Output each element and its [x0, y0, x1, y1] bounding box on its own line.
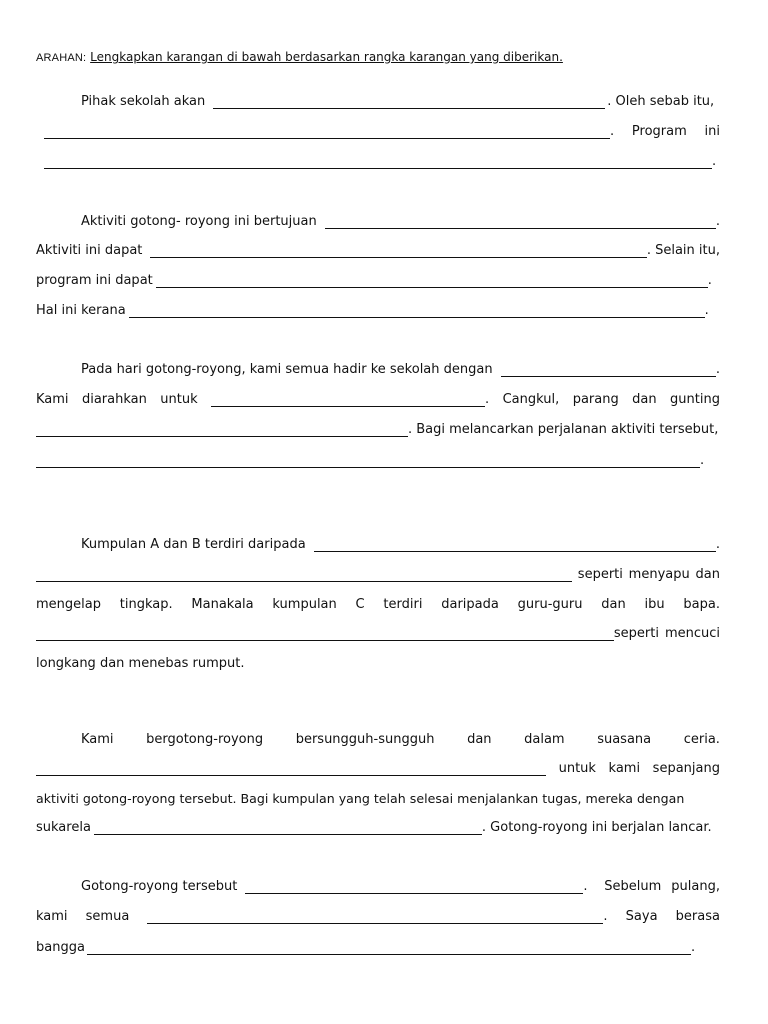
p2-line-3 — [36, 271, 720, 291]
fill-blank[interactable] — [150, 243, 646, 258]
text-segment: dan — [695, 567, 720, 582]
text-segment: . — [712, 154, 717, 169]
text-segment: Program — [631, 124, 687, 139]
instruction-header — [36, 50, 563, 64]
text-segment: semua — [85, 909, 130, 924]
fill-blank[interactable] — [314, 537, 716, 552]
text-segment: . — [690, 940, 696, 955]
fill-blank[interactable] — [36, 422, 408, 437]
text-segment: kami — [36, 909, 68, 924]
instruction-text: Lengkapkan karangan di bawah berdasarkan rangka karangan yang diberikan. — [90, 50, 563, 64]
fill-blank[interactable] — [36, 761, 546, 776]
text-segment: Aktiviti ini dapat — [36, 243, 143, 258]
text-segment: sukarela — [36, 820, 91, 835]
word: suasana — [597, 732, 652, 747]
text-segment: Kumpulan A dan B terdiri daripada — [81, 537, 306, 552]
text-segment: longkang dan menebas rumput. — [36, 656, 245, 671]
p3-line-2 — [36, 390, 720, 410]
text-segment: parang — [572, 392, 619, 407]
text-segment: dan — [632, 392, 657, 407]
word: bersungguh-sungguh — [295, 732, 435, 747]
text-segment: pulang, — [671, 879, 720, 894]
p3-line-1 — [81, 360, 720, 380]
text-segment: . — [715, 362, 720, 377]
text-segment: . — [704, 303, 709, 318]
fill-blank[interactable] — [94, 820, 482, 835]
text-segment: . Gotong-royong ini berjalan lancar. — [481, 820, 712, 835]
word: C — [355, 597, 365, 612]
word: terdiri — [383, 597, 423, 612]
p4-line-3 — [36, 595, 720, 615]
text-segment: aktiviti gotong-royong tersebut. Bagi kumpulan yang telah selesai menjalankan tugas, mereka dengan — [36, 791, 685, 806]
blank-group — [36, 122, 614, 142]
instruction-label: ARAHAN: — [36, 52, 87, 64]
p6-line-1 — [81, 877, 720, 897]
text-segment: . — [610, 124, 615, 139]
text-segment: kami — [608, 761, 641, 776]
word: Manakala — [191, 597, 254, 612]
fill-blank[interactable] — [213, 94, 605, 109]
text-segment: bangga — [36, 940, 85, 955]
fill-blank[interactable] — [156, 273, 708, 288]
fill-blank[interactable] — [129, 303, 705, 318]
word: mengelap — [36, 597, 101, 612]
text-segment: Sebelum — [604, 879, 662, 894]
fill-blank[interactable] — [44, 124, 610, 139]
p3-line-4 — [36, 451, 720, 471]
fill-blank[interactable] — [44, 154, 712, 169]
p4-line-2 — [36, 565, 720, 585]
fill-blank[interactable] — [147, 909, 603, 924]
p5-line-2 — [36, 759, 720, 779]
word: dan — [601, 597, 626, 612]
fill-blank[interactable] — [87, 940, 691, 955]
fill-blank[interactable] — [245, 879, 583, 894]
p2-line-4 — [36, 301, 720, 321]
text-segment: untuk — [160, 392, 198, 407]
p5-line-3 — [36, 789, 720, 809]
p5-line-1 — [81, 730, 720, 750]
text-segment: . — [715, 537, 720, 552]
text-segment: seperti — [577, 567, 623, 582]
text-segment: berasa — [675, 909, 720, 924]
word: guru-guru — [517, 597, 583, 612]
text-segment: . Selain itu, — [646, 243, 720, 258]
word: ceria. — [683, 732, 720, 747]
text-segment: Pihak sekolah akan — [81, 94, 206, 109]
text-segment: . Bagi melancarkan perjalanan aktiviti tersebut, — [408, 422, 719, 437]
p6-line-3 — [36, 938, 720, 958]
fill-blank[interactable] — [325, 214, 716, 229]
word: daripada — [441, 597, 499, 612]
p3-line-3 — [36, 420, 720, 440]
word: tingkap. — [119, 597, 173, 612]
text-segment: Gotong-royong tersebut — [81, 879, 238, 894]
blank-group — [147, 907, 607, 927]
text-segment: . — [715, 214, 720, 229]
p6-line-2 — [36, 907, 720, 927]
word: dan — [467, 732, 492, 747]
text-segment: menyapu — [628, 567, 690, 582]
text-segment: . — [485, 392, 490, 407]
text-segment: . — [700, 453, 705, 468]
p5-line-4 — [36, 818, 720, 838]
fill-blank[interactable] — [211, 392, 485, 407]
p1-line-1 — [81, 92, 720, 112]
word: bergotong-royong — [146, 732, 264, 747]
text-segment: untuk — [558, 761, 596, 776]
text-segment: seperti — [613, 626, 659, 641]
word: Kami — [81, 732, 114, 747]
text-segment: Aktiviti gotong- royong ini bertujuan — [81, 214, 317, 229]
text-segment: gunting — [670, 392, 720, 407]
word: dalam — [524, 732, 565, 747]
blank-group — [211, 390, 489, 410]
p1-line-3 — [36, 152, 720, 172]
p4-line-5 — [36, 654, 720, 674]
text-segment: . — [707, 273, 712, 288]
word: bapa. — [683, 597, 720, 612]
fill-blank[interactable] — [501, 362, 716, 377]
text-segment: Pada hari gotong-royong, kami semua hadir ke sekolah dengan — [81, 362, 493, 377]
text-segment: Hal ini kerana — [36, 303, 126, 318]
word: ibu — [644, 597, 665, 612]
p4-line-1 — [81, 535, 720, 555]
p2-line-2 — [36, 241, 720, 261]
text-segment: diarahkan — [81, 392, 147, 407]
text-segment: program ini dapat — [36, 273, 153, 288]
p1-line-2 — [36, 122, 720, 142]
word: kumpulan — [272, 597, 337, 612]
p2-line-1 — [81, 212, 720, 232]
fill-blank[interactable] — [36, 453, 700, 468]
text-segment: sepanjang — [652, 761, 720, 776]
text-segment: . — [583, 879, 588, 894]
text-segment: Saya — [625, 909, 658, 924]
text-segment: ini — [704, 124, 720, 139]
text-segment: mencuci — [664, 626, 720, 641]
fill-blank[interactable] — [36, 567, 572, 582]
fill-blank[interactable] — [36, 626, 614, 641]
text-segment: Kami — [36, 392, 69, 407]
text-segment: . Oleh sebab itu, — [607, 94, 715, 109]
text-segment: Cangkul, — [502, 392, 560, 407]
p4-line-4 — [36, 624, 720, 644]
text-segment: . — [603, 909, 608, 924]
